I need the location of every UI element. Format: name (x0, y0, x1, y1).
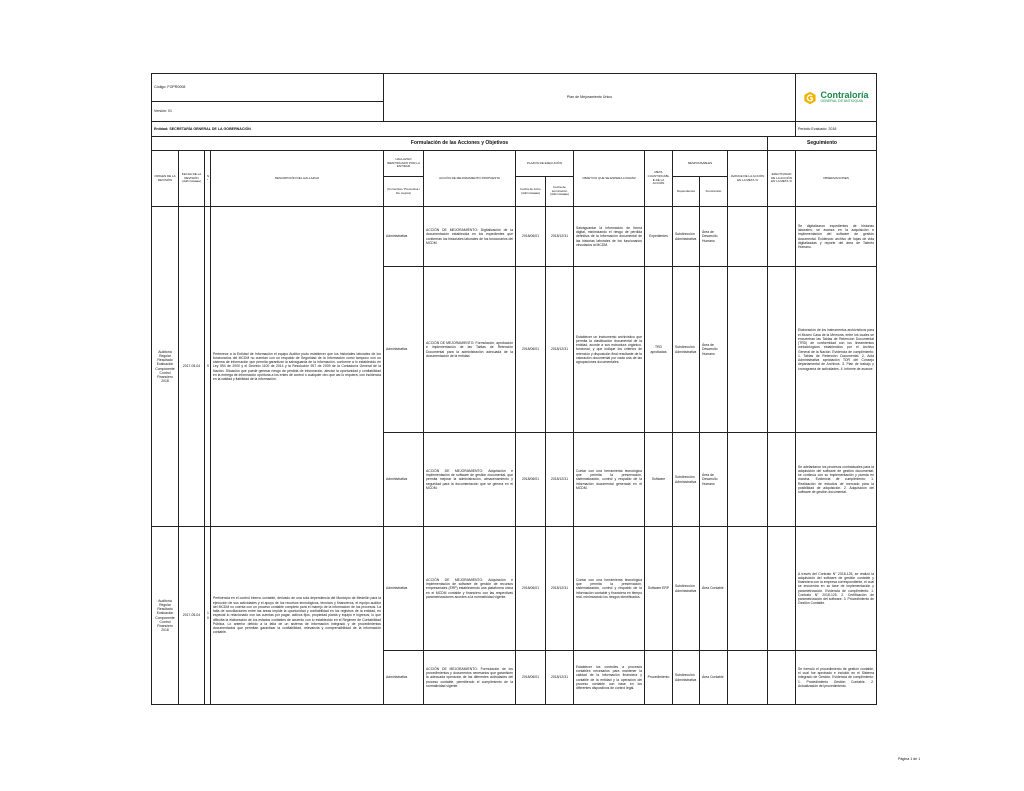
action-indicator: Software (645, 433, 673, 527)
action-indicator: Software ERP (645, 527, 673, 651)
logo-name: Contraloría (820, 90, 869, 101)
action-end: 2018/12/31 (546, 651, 574, 705)
action-type: Administrativa (384, 267, 424, 433)
action-start: 2018/06/01 (516, 651, 546, 705)
action-advance (728, 433, 768, 527)
action-official: Área de Desarrollo Humano (700, 207, 728, 267)
action-dependency: Subdirección Administrativa (673, 267, 700, 433)
col-effectiveness: EFECTIVIDAD DE LA ACCIÓN EN LA META % (768, 151, 796, 207)
col-dependency: Dependencia (673, 177, 700, 207)
action-observations: Se adelantaron los procesos contractuales para la adquisición del software de gestión documental; se continúa con su implementación y puesta en marcha. Evidencia de cumplimiento: 1. Realización de estudios de mercado para la posibilidad de adquisición. 2. Adquisición del software de gestión documental. (796, 433, 877, 527)
col-official: Funcionario (700, 177, 728, 207)
col-responsible: RESPONSABLES (673, 151, 728, 177)
document-title: Plan de Mejoramiento Único (384, 74, 796, 122)
row-number: 10 (205, 527, 211, 705)
col-observations: OBSERVACIONES (796, 151, 877, 207)
action-goal: Establecer los controles a procesos contables necesarios para mantener la calidad de la información financiera y contable de la entidad y la operación del proceso contable con base en los diferentes dispositivos de control legal. (574, 651, 645, 705)
contraloria-logo (798, 91, 874, 105)
col-goal: OBJETIVO QUE SE ESPERA LOGRAR (574, 151, 645, 207)
col-end: Fecha de terminación (dd/mm/aaaa) (546, 177, 574, 207)
col-indicator: META CUANTIFICABLE DE LA ACCIÓN (645, 151, 673, 207)
action-official: Área Contable (700, 651, 728, 705)
action-goal: Contar con una herramienta tecnológica que permita la preservación, sistematización, control y respaldo de la información contable y financiera en tiempo real, minimizando los riesgos identificados. (574, 527, 645, 651)
action-goal: Contar con una herramienta tecnológica que permita la preservación, sistematización, control y respaldo de la información documental generada en el MCDM. (574, 433, 645, 527)
evaluated-period: Periodo Evaluado: 2018 (796, 122, 877, 137)
col-hallazgo-sub: (Correctiva / Preventiva / De mejora) (384, 177, 424, 207)
row-finding: Pertenece a la Entidad de Información el equipo Auditor pudo establecer que los historiales laborales de los funcionarios del MCDM no cuentan con un respaldo de Seguridad de la Información como tampoco con un sistema de información que permita garantizar la salvaguarda de la información, conforme a lo establecido en Ley 594 de 2000 y el Decreto 1100 de 2014 y la Resolución 957 de 2009 de la Contaduría General de la Nación. Situación que puede generar riesgo de pérdida de información, afectar la oportunidad y confiabilidad en la entrega de información oportuna a los entes de control o cualquier otro que así lo requiera, con incidencia en la calidad y fiabilidad de la información. (211, 207, 384, 527)
action-observations: Elaboración de los instrumentos archivísticos para el Museo Casa de la Memoria, entre los cuales se encuentran las Tablas de Retención Documental (TRD) de conformidad con los lineamientos metodológicos establecidos por el Archivo General de la Nación. Evidencia de cumplimiento: 1. Tablas de Retención Documental. 2. Acta Administrativa aprobación TDR del Consejo departamental de Archivos. 3. Plan de trabajo y cronograma de actividades. 4. Informe de avance. (796, 267, 877, 433)
action-end: 2018/12/31 (546, 267, 574, 433)
action-official: Área de Desarrollo Humano (700, 267, 728, 433)
action-type: Administrativa (384, 433, 424, 527)
row-number: 9 (205, 207, 211, 527)
row-source: Auditoría Regular Resultado Evaluación Componente Control Financiero 2018 (152, 527, 179, 705)
action-official: Área de Desarrollo Humano (700, 433, 728, 527)
action-observations: Se formuló el procedimiento de gestión contable, el cual fue aprobado e incluido en el Sistema Integrado de Gestión. Evidencia de cumplimiento: 1. Procedimiento Gestión Contable. 2. Actualización del procedimiento. (796, 651, 877, 705)
action-advance (728, 651, 768, 705)
row-date: 2017-05-04 (179, 527, 205, 705)
action-official: Área Contable (700, 527, 728, 651)
action-end: 2018/12/31 (546, 433, 574, 527)
table-row (152, 207, 877, 267)
action-dependency: Subdirección Administrativa (673, 527, 700, 651)
followup-band: Seguimiento (768, 137, 877, 151)
action-effectiveness (768, 207, 796, 267)
action-description: ACCIÓN DE MEJORAMIENTO: Formulación, aprobación e implementación de las Tablas de Retención Documental para la administración adecuada de la documentación de la entidad. (424, 267, 516, 433)
action-indicator: Expedientes (645, 207, 673, 267)
action-start: 2018/06/01 (516, 207, 546, 267)
entity-name: Entidad: SECRETARÍA GENERAL DE LA GOBERNACIÓN (152, 122, 796, 137)
action-advance (728, 207, 768, 267)
action-effectiveness (768, 267, 796, 433)
formulation-band: Formulación de las Acciones y Objetivos (152, 137, 768, 151)
action-dependency: Subdirección Administrativa (673, 651, 700, 705)
action-indicator: TRD aprobadas (645, 267, 673, 433)
action-description: ACCIÓN DE MEJORAMIENTO: Adquisición e implementación de software de gestión de recursos empresariales (ERP) estableciendo una plataforma única en el MCDM contable y financiero con las respectivas parametrizaciones acordes a la normatividad vigente. (424, 527, 516, 651)
contraloria-logo-icon (803, 91, 817, 105)
action-dependency: Subdirección Administrativa (673, 207, 700, 267)
action-effectiveness (768, 527, 796, 651)
action-start: 2018/06/01 (516, 433, 546, 527)
action-start: 2018/06/01 (516, 527, 546, 651)
col-report-date: FECHA DE LA REVISIÓN (dd/mm/aaaa) (179, 151, 205, 207)
action-end: 2018/12/31 (546, 207, 574, 267)
col-source: ORIGEN DE LA REVISIÓN (152, 151, 179, 207)
plan-table (151, 73, 877, 705)
action-goal: Salvaguardar la información de forma digital, minimizando el riesgo de pérdida definitiva de la información documental de las historias laborales de los funcionarios vinculados al MCDM. (574, 207, 645, 267)
logo-subtitle: GENERAL DE ANTIOQUIA (820, 99, 863, 104)
action-type: Administrativa (384, 651, 424, 705)
row-source: Auditoría Regular Resultado Evaluación Componente Control Financiero 2018 (152, 207, 179, 527)
col-dates: PLAZOS DE EJECUCIÓN (516, 151, 574, 177)
action-description: ACCIÓN DE MEJORAMIENTO: Adquisición e implementación de software de gestión documental, que permita mejorar la administración, almacenamiento y seguridad para la documentación que se genera en el MCDM. (424, 433, 516, 527)
action-description: ACCIÓN DE MEJORAMIENTO: Formulación de los procedimientos y documentos necesarios que garanticen la adecuada operación de las diferentes actividades del proceso contable, permitiendo el cumplimiento de la normatividad vigente. (424, 651, 516, 705)
action-goal: Establecer un instrumento archivístico que permita la clasificación documental de la entidad, acorde a sus estructura orgánico-funcional, y que indique los criterios de retención y disposición final resultante de la valoración documental por cada una de las agrupaciones documentales. (574, 267, 645, 433)
action-observations: Se digitalizaron expedientes de historias laborales; se avanza en la adquisición e implementación del software de gestión documental. Evidencia: archivo de hojas de vida digitalizadas y reporte del área de Talento Humano. (796, 207, 877, 267)
logo-cell (796, 74, 877, 122)
col-action: ACCIÓN DE MEJORAMIENTO PROPUESTA (424, 151, 516, 207)
action-effectiveness (768, 433, 796, 527)
improvement-plan-sheet (151, 73, 876, 716)
row-finding: Pertinencia en el control interno contable, derivado de una sola dependencia del Municipio de Medellín para la ejecución de sus actividades y el apoyo de los recursos tecnológicos, técnicos y financieros, el equipo auditor del MCDM no cuenta con un proceso contable completo para el manejo de la información de los procesos. La falta de conciliaciones entre las áreas impide la oportunidad y confiabilidad en los registros de la entidad, en especial lo relacionado con las cuentas por pagar, activos fijos, propiedad planta y equipo e ingresos, lo que dificulta la elaboración de los estados contables de acuerdo con lo establecido en el Régimen de Contabilidad Pública. Lo anterior debido a la falta de un sistema de información integrado y de procedimientos documentados que permitan garantizar la confiabilidad, relevancia y comprensibilidad de la información contable. (211, 527, 384, 705)
document-version: Versión: 01 (152, 102, 384, 122)
action-start: 2018/06/01 (516, 267, 546, 433)
document-code: Código: FOPR0008 (152, 74, 384, 102)
col-advance: AVANCE DE LA ACCIÓN EN LA META % (728, 151, 768, 207)
action-effectiveness (768, 651, 796, 705)
action-description: ACCIÓN DE MEJORAMIENTO: Digitalización de la documentación establecida en los expedientes que conforman los historiales laborales de los funcionarios del MCDM. (424, 207, 516, 267)
col-hallazgo-type: HALLAZGO IDENTIFICADO POR LA ENTIDAD (384, 151, 424, 177)
col-start: Fecha de inicio (dd/mm/aaaa) (516, 177, 546, 207)
col-number: N° (205, 151, 211, 207)
table-row (152, 527, 877, 651)
col-finding: DESCRIPCIÓN DEL HALLAZGO (211, 151, 384, 207)
action-end: 2018/12/31 (546, 527, 574, 651)
row-date: 2017-05-04 (179, 207, 205, 527)
action-indicator: Procedimiento (645, 651, 673, 705)
action-dependency: Subdirección Administrativa (673, 433, 700, 527)
action-advance (728, 527, 768, 651)
action-advance (728, 267, 768, 433)
page-number: Página 1 de 1 (898, 757, 921, 761)
action-type: Administrativa (384, 207, 424, 267)
action-observations: A través del Contrato N° 2018-125, se realizó la adquisición del software de gestión contable y financiera con la empresa correspondiente, el cual se encuentra en su fase de implementación y parametrización. Evidencia de cumplimiento: 1. Contrato N° 2018-125. 2. Certificación de parametrización del software. 3. Procedimiento de Gestión Contable. (796, 527, 877, 651)
action-type: Administrativa (384, 527, 424, 651)
